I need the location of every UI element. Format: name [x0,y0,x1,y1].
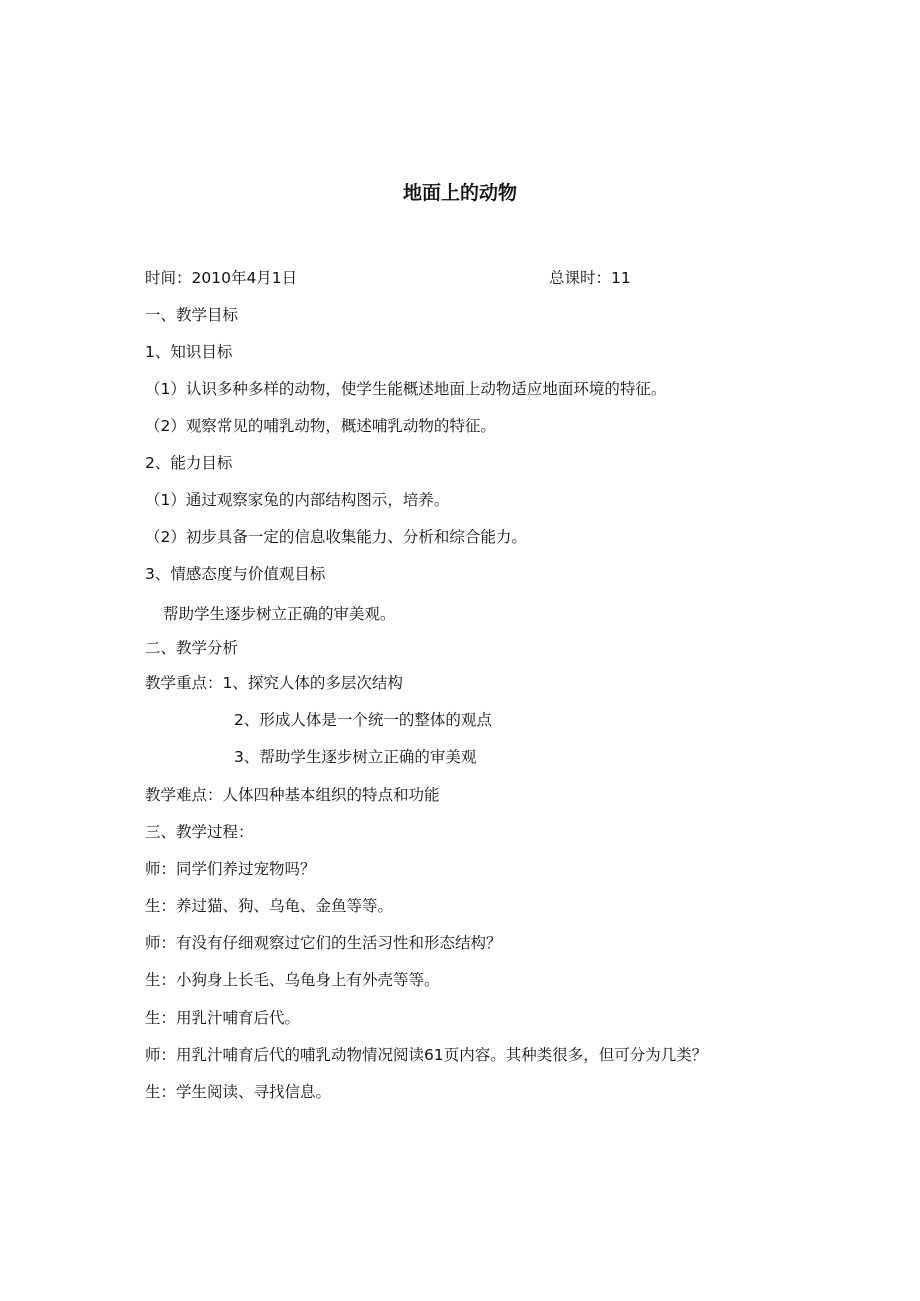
dialogue-line: 师：有没有仔细观察过它们的生活习性和形态结构？ [145,934,502,952]
subsection-heading: 3、情感态度与价值观目标 [145,565,326,583]
dialogue-line: 生：小狗身上长毛、乌龟身上有外壳等等。 [145,971,440,989]
date-line: 时间：2010年4月1日 [145,269,298,287]
dialogue-line: 生：养过猫、狗、乌龟、金鱼等等。 [145,897,394,915]
paragraph-line: 3、帮助学生逐步树立正确的审美观 [234,748,477,766]
section-heading: 一、教学目标 [145,306,239,324]
paragraph-line: 教学重点：1、探究人体的多层次结构 [145,674,403,692]
paragraph-line: （2）初步具备一定的信息收集能力、分析和综合能力。 [145,528,527,546]
document-title: 地面上的动物 [402,182,517,204]
subsection-heading: 1、知识目标 [145,343,233,361]
paragraph-line: 2、形成人体是一个统一的整体的观点 [234,711,492,729]
section-heading: 三、教学过程： [145,823,254,841]
section-heading: 二、教学分析 [145,639,239,657]
dialogue-line: 师：用乳汁哺育后代的哺乳动物情况阅读61页内容。其种类很多，但可分为几类？ [145,1046,708,1064]
paragraph-line: 教学难点：人体四种基本组织的特点和功能 [145,786,440,804]
paragraph-line: （1）通过观察家兔的内部结构图示，培养。 [145,491,450,509]
paragraph-line: （1）认识多种多样的动物，使学生能概述地面上动物适应地面环境的特征。 [145,380,667,398]
dialogue-line: 师：同学们养过宠物吗？ [145,860,316,878]
dialogue-line: 生：用乳汁哺育后代。 [145,1009,301,1027]
dialogue-line: 生：学生阅读、寻找信息。 [145,1083,332,1101]
paragraph-line: 帮助学生逐步树立正确的审美观。 [163,605,396,623]
total-hours: 总课时：11 [549,269,631,287]
subsection-heading: 2、能力目标 [145,454,233,472]
paragraph-line: （2）观察常见的哺乳动物，概述哺乳动物的特征。 [145,417,496,435]
